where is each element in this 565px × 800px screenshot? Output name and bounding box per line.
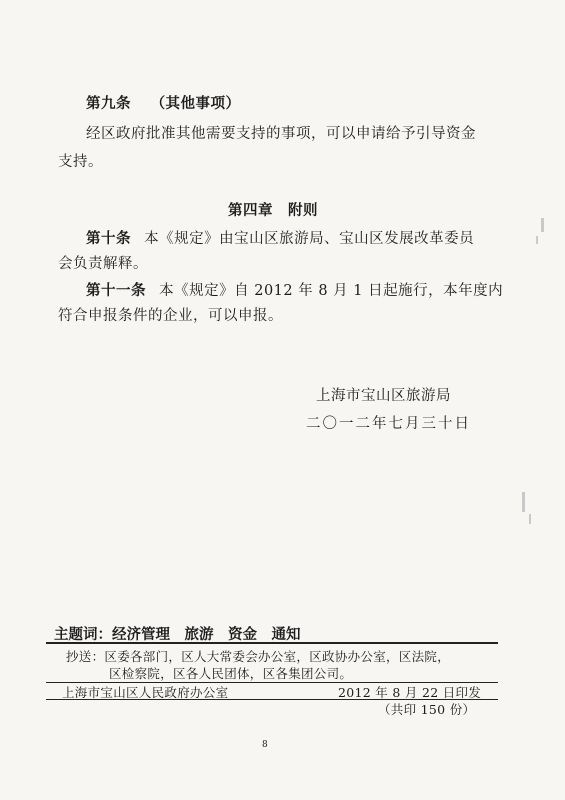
keywords-line: 主题词：经济管理 旅游 资金 通知 xyxy=(54,627,301,643)
chapter-heading: 第四章 附则 xyxy=(228,203,318,219)
article-10-text-line1: 本《规定》由宝山区旅游局、宝山区发展改革委员 xyxy=(144,231,475,247)
article-9-text-line2: 支持。 xyxy=(58,154,103,170)
cc-line1: 抄送：区委各部门，区人大常委会办公室，区政协办公室，区法院， xyxy=(66,649,451,664)
divider-top xyxy=(46,642,498,644)
article-10-text-line2: 会负责解释。 xyxy=(58,256,148,272)
article-11-title: 第十一条 xyxy=(86,283,146,299)
article-9-subtitle: （其他事项） xyxy=(150,96,241,112)
article-11-text-line2: 符合申报条件的企业，可以申报。 xyxy=(58,308,283,324)
cc-line2: 区检察院，区各人民团体，区各集团公司。 xyxy=(109,666,353,681)
scan-artifact xyxy=(529,514,531,524)
signature-org: 上海市宝山区旅游局 xyxy=(316,388,451,404)
copies-count: （共印 150 份） xyxy=(378,702,476,717)
scan-artifact xyxy=(541,218,544,232)
issuer-office: 上海市宝山区人民政府办公室 xyxy=(62,685,229,700)
scan-artifact xyxy=(536,236,538,244)
article-11-text-line1: 本《规定》自 2012 年 8 月 1 日起施行，本年度内 xyxy=(159,283,504,299)
article-10-title: 第十条 xyxy=(86,231,131,247)
scan-artifact xyxy=(522,492,525,512)
article-9-title: 第九条 xyxy=(86,96,131,112)
issue-date: 2012 年 8 月 22 日印发 xyxy=(338,685,482,700)
page-number: 8 xyxy=(262,740,268,750)
article-9-text-line1: 经区政府批准其他需要支持的事项，可以申请给予引导资金 xyxy=(86,126,476,142)
signature-date: 二〇一二年七月三十日 xyxy=(306,416,471,432)
